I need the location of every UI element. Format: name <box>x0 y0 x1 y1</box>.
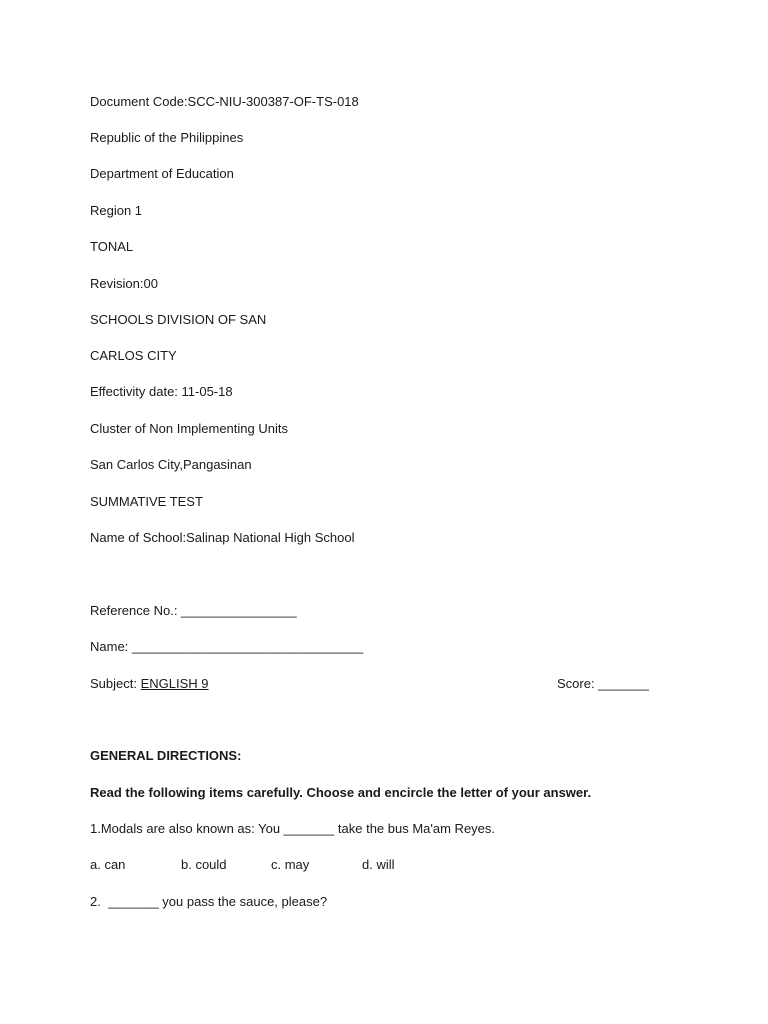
directions-heading: GENERAL DIRECTIONS: <box>90 748 242 763</box>
subject-field <box>90 676 209 692</box>
location-line: San Carlos City,Pangasinan <box>90 457 252 472</box>
question-1-option-c: c. may <box>271 857 310 872</box>
test-title: SUMMATIVE TEST <box>90 494 203 509</box>
revision-line: Revision:00 <box>90 276 158 291</box>
subject-value: ENGLISH 9 <box>140 676 209 691</box>
cluster-line: Cluster of Non Implementing Units <box>90 421 288 436</box>
subject-label: Subject: <box>90 676 141 691</box>
score-field: Score: _______ <box>557 676 649 691</box>
document-code: Document Code:SCC-NIU-300387-OF-TS-018 <box>90 94 359 109</box>
country-line: Republic of the Philippines <box>90 130 244 145</box>
directions-text: Read the following items carefully. Choose and encircle the letter of your answer. <box>90 785 592 800</box>
department-line: Department of Education <box>90 166 234 181</box>
question-1-option-b: b. could <box>181 857 227 872</box>
effectivity-date: Effectivity date: 11-05-18 <box>90 384 233 399</box>
tonal-line: TONAL <box>90 239 134 254</box>
school-name: Name of School:Salinap National High School <box>90 530 355 545</box>
question-1-stem: 1.Modals are also known as: You _______ take the bus Ma'am Reyes. <box>90 821 496 836</box>
reference-field: Reference No.: ________________ <box>90 603 297 618</box>
region-line: Region 1 <box>90 203 143 218</box>
name-field: Name: ________________________________ <box>90 639 364 654</box>
division-line-1: SCHOOLS DIVISION OF SAN <box>90 312 267 327</box>
question-1-option-d: d. will <box>362 857 395 872</box>
question-2-stem: 2. _______ you pass the sauce, please? <box>90 894 328 909</box>
question-1-option-a: a. can <box>90 857 126 872</box>
division-line-2: CARLOS CITY <box>90 348 177 363</box>
